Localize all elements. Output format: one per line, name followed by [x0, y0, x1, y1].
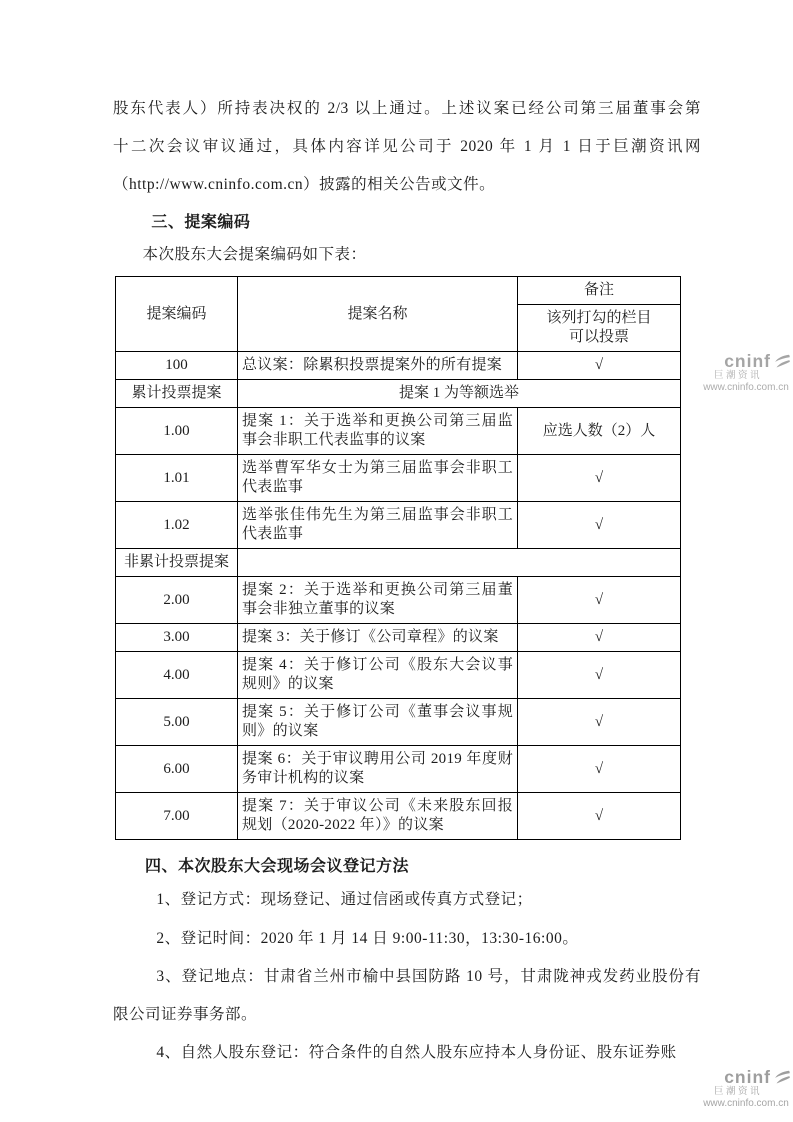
cninfo-swoosh-icon: [772, 353, 791, 370]
cell-proposal-code: 3.00: [116, 624, 238, 652]
cell-group-label: [238, 549, 681, 577]
cell-remark: √: [518, 699, 681, 746]
cell-proposal-name: 提案 3：关于修订《公司章程》的议案: [238, 624, 518, 652]
cninfo-brand-text: 巨潮资讯: [713, 1086, 762, 1097]
cell-proposal-code: 4.00: [116, 652, 238, 699]
cell-remark: √: [518, 793, 681, 840]
table-row: [116, 652, 681, 699]
table-row: [116, 624, 681, 652]
cell-proposal-code: 2.00: [116, 577, 238, 624]
cell-proposal-code: 非累计投票提案: [116, 549, 238, 577]
cninfo-logo-text: cninf: [724, 1067, 771, 1087]
registration-item: 2、登记时间：2020 年 1 月 14 日 9:00-11:30，13:30-16:00。: [156, 929, 579, 947]
header-remark-note-line1: 该列打勾的栏目: [546, 310, 652, 326]
table-row: [116, 502, 681, 549]
header-remark-note-line2: 可以投票: [568, 329, 629, 345]
cell-remark: √: [518, 455, 681, 502]
intro-paragraph: [113, 90, 701, 204]
cell-proposal-name: 提案 6：关于审议聘用公司 2019 年度财务审计机构的议案: [238, 746, 518, 793]
cninfo-logo: [701, 1068, 791, 1086]
section3-heading: 三、提案编码: [151, 214, 251, 231]
table-row: [116, 352, 681, 380]
cninfo-logo: [701, 352, 791, 370]
cell-remark: √: [518, 577, 681, 624]
table-row: [116, 408, 681, 455]
cninfo-swoosh-icon: [772, 1069, 791, 1086]
table-row: [116, 380, 681, 408]
cell-remark: √: [518, 624, 681, 652]
cninfo-logo-text: cninf: [724, 351, 771, 371]
registration-item: 4、自然人股东登记：符合条件的自然人股东应持本人身份证、股东证券账: [156, 1044, 677, 1061]
header-proposal-code: 提案编码: [116, 277, 238, 352]
table-row: [116, 793, 681, 840]
cell-group-label: 提案 1 为等额选举: [238, 380, 681, 408]
cell-proposal-code: 1.00: [116, 408, 238, 455]
cell-remark: √: [518, 502, 681, 549]
cell-proposal-name: 提案 4：关于修订公司《股东大会议事规则》的议案: [238, 652, 518, 699]
cell-remark: √: [518, 652, 681, 699]
cninfo-url-text: www.cninfo.com.cn: [703, 382, 789, 393]
section3-lead: 本次股东大会提案编码如下表：: [142, 246, 367, 263]
table-row: [116, 746, 681, 793]
table-row: [116, 455, 681, 502]
cell-proposal-code: 5.00: [116, 699, 238, 746]
registration-list: [113, 881, 701, 1072]
header-proposal-name: 提案名称: [238, 277, 518, 352]
cninfo-watermark-bottom: [701, 1068, 791, 1110]
cell-proposal-name: 提案 1：关于选举和更换公司第三届监事会非职工代表监事的议案: [238, 408, 518, 455]
cell-proposal-code: 100: [116, 352, 238, 380]
intro-line: （http://www.cninfo.com.cn）披露的相关公告或文件。: [113, 176, 496, 193]
table-row: [116, 699, 681, 746]
cell-proposal-name: 总议案：除累积投票提案外的所有提案: [238, 352, 518, 380]
table-row: [116, 577, 681, 624]
cell-proposal-name: 提案 5：关于修订公司《董事会议事规则》的议案: [238, 699, 518, 746]
intro-line: 十二次会议审议通过，具体内容详见公司于 2020 年 1 月 1 日于巨潮资讯网: [113, 138, 701, 155]
header-remark-note: [518, 305, 681, 352]
cell-remark: √: [518, 352, 681, 380]
proposal-code-table: [115, 276, 681, 840]
cell-proposal-name: 提案 7：关于审议公司《未来股东回报规划（2020-2022 年）》的议案: [238, 793, 518, 840]
cell-remark: √: [518, 746, 681, 793]
registration-item: 1、登记方式：现场登记、通过信函或传真方式登记；: [156, 891, 533, 908]
intro-line: 股东代表人）所持表决权的 2/3 以上通过。上述议案已经公司第三届董事会第: [113, 100, 701, 117]
cell-proposal-code: 累计投票提案: [116, 380, 238, 408]
proposal-table-body: [116, 352, 681, 840]
cell-proposal-name: 选举张佳伟先生为第三届监事会非职工代表监事: [238, 502, 518, 549]
cell-proposal-code: 1.02: [116, 502, 238, 549]
cell-proposal-name: 选举曹军华女士为第三届监事会非职工代表监事: [238, 455, 518, 502]
cell-proposal-name: 提案 2：关于选举和更换公司第三届董事会非独立董事的议案: [238, 577, 518, 624]
cninfo-url-text: www.cninfo.com.cn: [703, 1098, 789, 1109]
table-row: [116, 549, 681, 577]
cell-proposal-code: 1.01: [116, 455, 238, 502]
cell-proposal-code: 6.00: [116, 746, 238, 793]
cninfo-watermark-mid: [701, 352, 791, 394]
registration-item: 3、登记地点：甘肃省兰州市榆中县国防路 10 号，甘肃陇神戎发药业股份有限公司证券事务部。: [113, 968, 701, 1023]
cell-remark: 应选人数（2）人: [518, 408, 681, 455]
section4-heading: 四、本次股东大会现场会议登记方法: [145, 858, 410, 875]
cninfo-brand-text: 巨潮资讯: [713, 370, 762, 381]
cell-proposal-code: 7.00: [116, 793, 238, 840]
header-remark: 备注: [518, 277, 681, 305]
table-header-row: [116, 277, 681, 305]
